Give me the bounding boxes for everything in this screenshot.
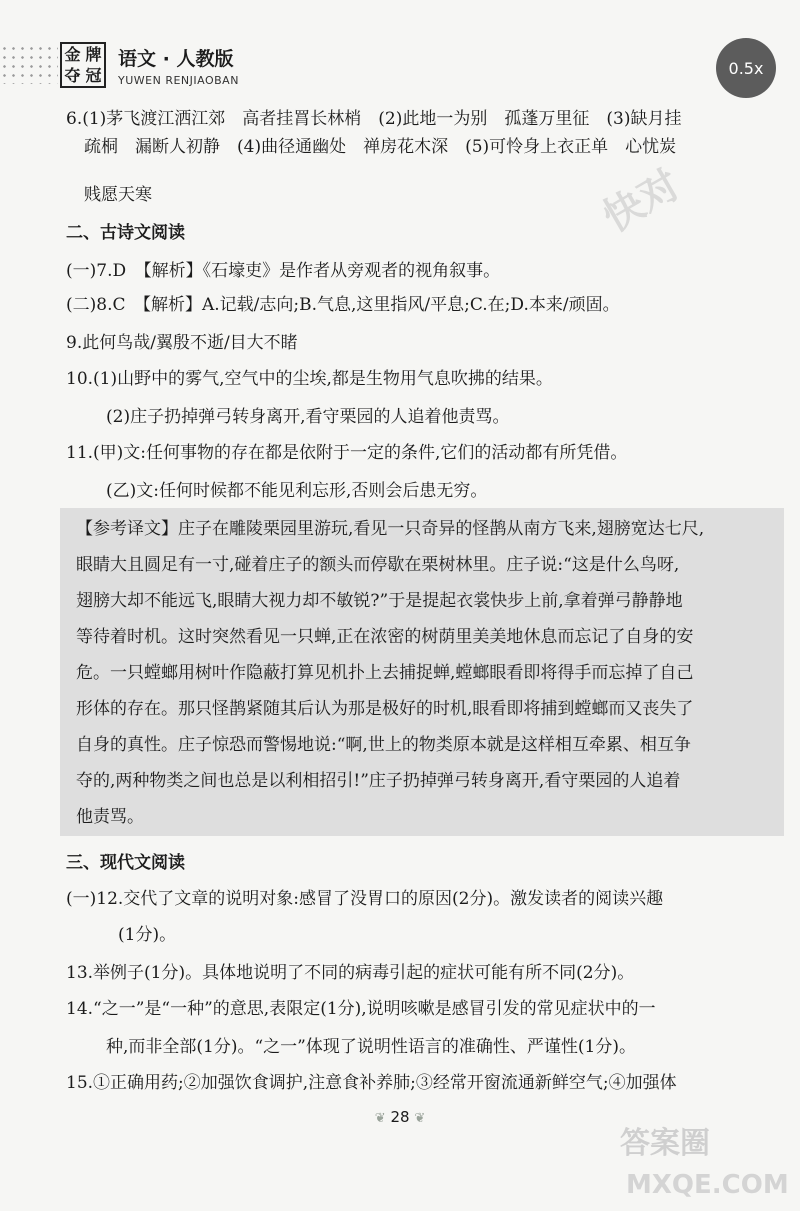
subject-subtitle: YUWEN RENJIAOBAN bbox=[118, 74, 239, 87]
answer-line-11-1: 11.(甲)文:任何事物的存在都是依附于一定的条件,它们的活动都有所凭借。 bbox=[66, 443, 628, 463]
page-number: 28 bbox=[390, 1108, 410, 1126]
reference-line: 他责骂。 bbox=[76, 807, 144, 827]
answer-line-8: (二)8.C 【解析】A.记载/志向;B.气息,这里指风/平息;C.在;D.本来/顽固。 bbox=[66, 295, 620, 315]
logo-char: 夺 bbox=[64, 66, 81, 85]
answer-line-14a: 14.“之一”是“一种”的意思,表限定(1分),说明咳嗽是感冒引发的常见症状中的一 bbox=[66, 999, 656, 1019]
answer-line-10-1: 10.(1)山野中的雾气,空气中的尘埃,都是生物用气息吹拂的结果。 bbox=[66, 369, 553, 389]
answer-line-15: 15.①正确用药;②加强饮食调护,注意食补养肺;③经常开窗流通新鲜空气;④加强体 bbox=[66, 1073, 677, 1093]
answer-line-9: 9.此何鸟哉/翼殷不逝/目大不睹 bbox=[66, 333, 298, 353]
section-heading-modern: 三、现代文阅读 bbox=[66, 853, 185, 873]
reference-line: 【参考译文】庄子在雕陵栗园里游玩,看见一只奇异的怪鹊从南方飞来,翅膀宽达七尺, bbox=[76, 519, 705, 539]
playback-speed-button[interactable]: 0.5x bbox=[716, 38, 776, 98]
answer-line-10-2: (2)庄子扔掉弹弓转身离开,看守栗园的人追着他责骂。 bbox=[106, 407, 510, 427]
answer-line-6c: 贱愿天寒 bbox=[84, 185, 152, 205]
answer-line-11-2: (乙)文:任何时候都不能见利忘形,否则会后患无穷。 bbox=[106, 481, 488, 501]
page-header bbox=[0, 30, 800, 100]
answer-line-14b: 种,而非全部(1分)。“之一”体现了说明性语言的准确性、严谨性(1分)。 bbox=[106, 1037, 636, 1057]
leaf-icon: ❦ bbox=[374, 1111, 386, 1126]
leaf-icon: ❦ bbox=[414, 1111, 426, 1126]
reference-line: 等待着时机。这时突然看见一只蝉,正在浓密的树荫里美美地休息而忘记了自身的安 bbox=[76, 627, 694, 647]
reference-line: 危。一只螳螂用树叶作隐蔽打算见机扑上去捕捉蝉,螳螂眼看即将得手而忘掉了自己 bbox=[76, 663, 694, 683]
logo bbox=[60, 42, 106, 88]
watermark-brand: 快对 bbox=[595, 161, 688, 242]
reference-line: 眼睛大且圆足有一寸,碰着庄子的额头而停歇在栗树林里。庄子说:“这是什么鸟呀, bbox=[76, 555, 680, 575]
reference-translation-box bbox=[60, 508, 784, 836]
logo-char: 金 bbox=[64, 45, 81, 64]
subject-title: 语文 · 人教版 bbox=[118, 48, 234, 70]
dot-pattern-decoration bbox=[0, 44, 58, 84]
answer-line-6a: 6.(1)茅飞渡江洒江郊 高者挂罥长林梢 (2)此地一为别 孤蓬万里征 (3)缺月挂 bbox=[66, 109, 682, 129]
watermark-stamp: 答案圈 bbox=[620, 1126, 710, 1161]
answer-line-13: 13.举例子(1分)。具体地说明了不同的病毒引起的症状可能有所不同(2分)。 bbox=[66, 963, 635, 983]
watermark-site: MXQE.COM bbox=[626, 1170, 789, 1200]
reference-line: 形体的存在。那只怪鹊紧随其后认为那是极好的时机,眼看即将捕到螳螂而又丧失了 bbox=[76, 699, 694, 719]
answer-line-12b: (1分)。 bbox=[118, 925, 177, 945]
logo-char: 牌 bbox=[85, 45, 102, 64]
logo-char: 冠 bbox=[85, 66, 102, 85]
answer-line-6b: 疏桐 漏断人初静 (4)曲径通幽处 禅房花木深 (5)可怜身上衣正单 心忧炭 bbox=[84, 137, 677, 157]
section-heading-classical: 二、古诗文阅读 bbox=[66, 223, 185, 243]
reference-line: 自身的真性。庄子惊恐而警惕地说:“啊,世上的物类原本就是这样相互牵累、相互争 bbox=[76, 735, 691, 755]
reference-line: 翅膀大却不能远飞,眼睛大视力却不敏锐?”于是提起衣裳快步上前,拿着弹弓静静地 bbox=[76, 591, 683, 611]
reference-line: 夺的,两种物类之间也总是以利相招引!”庄子扔掉弹弓转身离开,看守栗园的人追着 bbox=[76, 771, 681, 791]
answer-line-12a: (一)12.交代了文章的说明对象:感冒了没胃口的原因(2分)。激发读者的阅读兴趣 bbox=[66, 889, 664, 909]
answer-line-7: (一)7.D 【解析】《石壕吏》是作者从旁观者的视角叙事。 bbox=[66, 261, 501, 281]
